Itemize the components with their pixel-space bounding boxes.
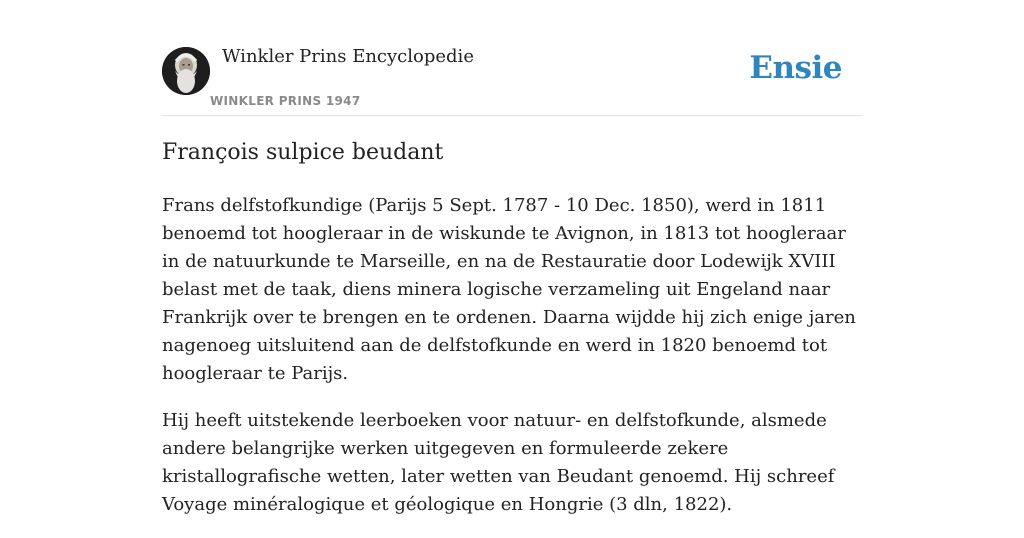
source-label[interactable]: WINKLER PRINS 1947 — [210, 94, 361, 108]
article-paragraph: Frans delfstofkundige (Parijs 5 Sept. 1787 - 10 Dec. 1850), werd in 1811 benoemd tot hoogleraar in de wiskunde te Avignon, in 1813 tot hoogleraar in de natuurkunde te Marseille, en na de Restauratie door Lodewijk XVIII belast met de taak, diens minera logische verzameling uit Engeland naar Frankrijk over te brengen en te ordenen. Daarna wijdde hij zich enige jaren nagenoeg uitsluitend aan de delfstofkunde en werd in 1820 benoemd tot hoogleraar te Parijs. — [162, 195, 856, 384]
article-body — [162, 192, 862, 538]
page-header — [162, 0, 862, 116]
article-title: François sulpice beudant — [162, 140, 444, 165]
avatar[interactable] — [162, 47, 210, 95]
brand-logo[interactable]: Ensie — [749, 50, 842, 86]
page-container — [162, 0, 862, 515]
article-paragraph: Hij heeft uitstekende leerboeken voor natuur- en delfstofkunde, alsmede andere belangrijke werken uitgegeven en formuleerde zekere kristallografische wetten, later wetten van Beudant genoemd. Hij schreef Voyage minéralogique et géologique en Hongrie (3 dln, 1822). — [162, 410, 835, 515]
bearded-man-portrait-icon — [162, 47, 210, 95]
site-name[interactable]: Winkler Prins Encyclopedie — [222, 46, 474, 67]
